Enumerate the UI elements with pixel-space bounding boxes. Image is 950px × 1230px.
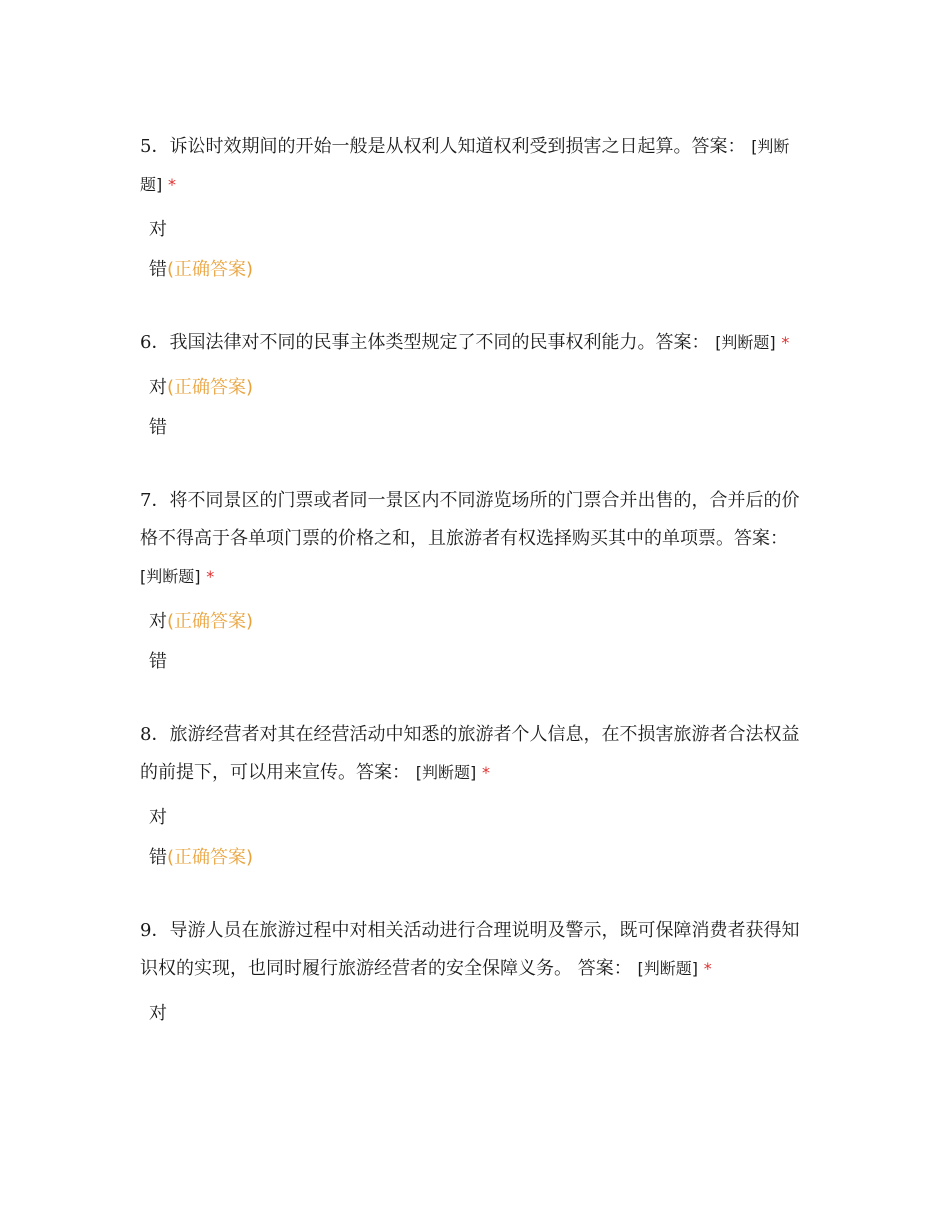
required-marker: * (167, 175, 176, 194)
question-number: 8． (140, 724, 170, 745)
required-marker: * (781, 333, 790, 352)
option-label: 对 (149, 1003, 167, 1024)
question-type-label: [判断题] (140, 567, 201, 586)
question-5 (140, 128, 805, 290)
option-true[interactable] (140, 602, 805, 642)
option-label: 对 (149, 807, 167, 828)
option-false[interactable] (140, 250, 805, 290)
question-text (140, 324, 805, 362)
question-body: 旅游经营者对其在经营活动中知悉的旅游者个人信息，在不损害旅游者合法权益的前提下，可以用来宣传。答案： (140, 724, 800, 783)
option-true[interactable] (140, 368, 805, 408)
question-7 (140, 482, 805, 682)
question-number: 5． (140, 136, 170, 157)
option-true[interactable] (140, 994, 805, 1034)
question-9 (140, 912, 805, 1034)
question-text (140, 482, 805, 596)
question-text (140, 128, 805, 204)
question-type-label: [判断题] (637, 959, 698, 978)
question-text (140, 716, 805, 792)
correct-answer-mark: (正确答案) (167, 377, 254, 398)
required-marker: * (206, 567, 215, 586)
option-list (140, 368, 805, 448)
quiz-page (140, 128, 805, 1068)
option-list (140, 210, 805, 290)
question-text (140, 912, 805, 988)
option-label: 错 (149, 417, 167, 438)
option-label: 错 (149, 847, 167, 868)
correct-answer-mark: (正确答案) (167, 259, 254, 280)
question-8 (140, 716, 805, 878)
question-type-label: [判断题] (140, 137, 790, 194)
question-body: 将不同景区的门票或者同一景区内不同游览场所的门票合并出售的，合并后的价格不得高于各单项门票的价格之和，且旅游者有权选择购买其中的单项票。答案： (140, 490, 800, 549)
question-6 (140, 324, 805, 448)
option-false[interactable] (140, 838, 805, 878)
option-false[interactable] (140, 642, 805, 682)
option-false[interactable] (140, 408, 805, 448)
option-list (140, 602, 805, 682)
question-type-label: [判断题] (415, 763, 477, 782)
question-number: 6． (140, 332, 170, 353)
option-label: 对 (149, 377, 167, 398)
option-list (140, 994, 805, 1034)
question-type-label: [判断题] (715, 333, 776, 352)
question-body: 我国法律对不同的民事主体类型规定了不同的民事权利能力。答案： (169, 332, 710, 353)
question-body: 导游人员在旅游过程中对相关活动进行合理说明及警示，既可保障消费者获得知识权的实现，也同时履行旅游经营者的安全保障义务。 答案： (140, 920, 800, 979)
option-label: 错 (149, 651, 167, 672)
question-number: 9． (140, 920, 170, 941)
option-true[interactable] (140, 210, 805, 250)
correct-answer-mark: (正确答案) (167, 847, 254, 868)
option-label: 对 (149, 219, 167, 240)
question-number: 7． (140, 490, 170, 511)
required-marker: * (481, 763, 490, 782)
option-list (140, 798, 805, 878)
option-label: 错 (149, 259, 167, 280)
option-true[interactable] (140, 798, 805, 838)
option-label: 对 (149, 611, 167, 632)
correct-answer-mark: (正确答案) (167, 611, 254, 632)
required-marker: * (703, 959, 712, 978)
question-body: 诉讼时效期间的开始一般是从权利人知道权利受到损害之日起算。答案： (169, 136, 746, 157)
